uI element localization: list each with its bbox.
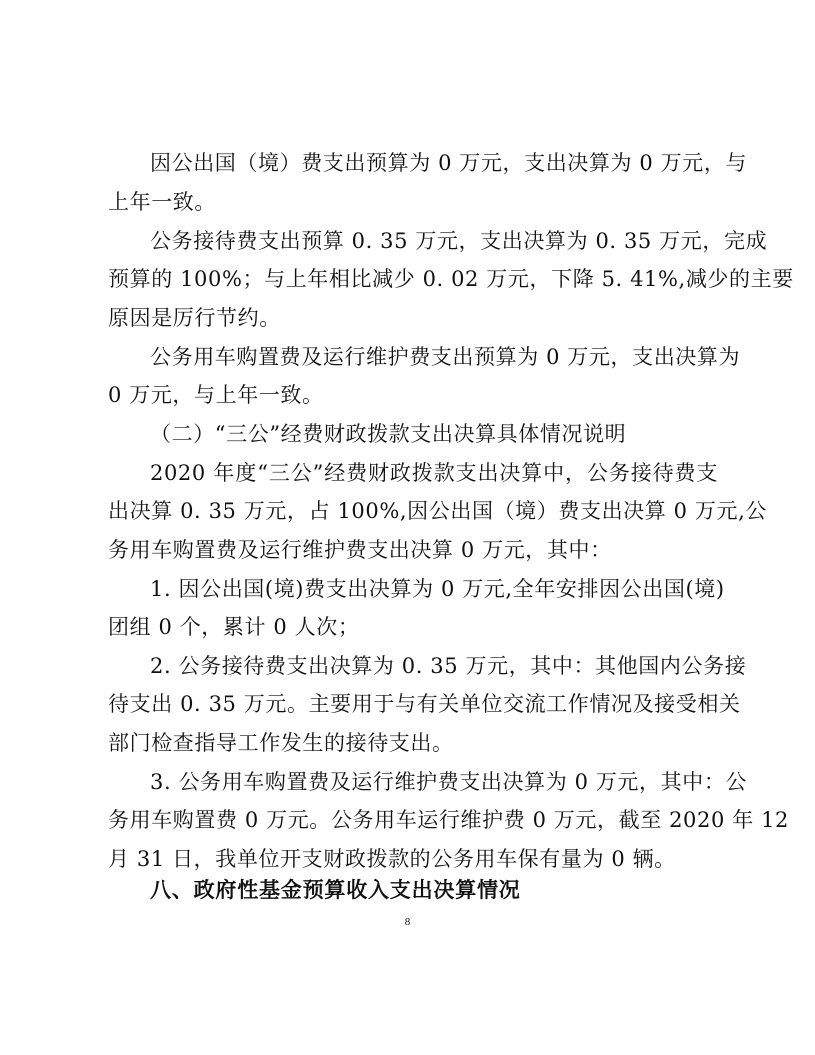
- p8-line-2: 务用车购置费 0 万元。公务用车运行维护费 0 万元，截至 2020 年 12: [108, 808, 790, 832]
- p7-line-1: 2. 公务接待费支出决算为 0. 35 万元，其中：其他国内公务接: [150, 654, 747, 678]
- p8-line-1: 3. 公务用车购置费及运行维护费支出决算为 0 万元，其中：公: [150, 770, 748, 794]
- p5-line-3: 务用车购置费及运行维护费支出决算 0 万元，其中：: [108, 538, 612, 562]
- p1-line-1: 因公出国（境）费支出预算为 0 万元，支出决算为 0 万元，与: [150, 151, 748, 175]
- section-heading: 八、政府性基金预算收入支出决算情况: [150, 878, 521, 902]
- subsection-heading: （二）“三公”经费财政拨款支出决算具体情况说明: [150, 422, 627, 446]
- p7-line-3: 部门检查指导工作发生的接待支出。: [108, 731, 454, 755]
- p3-line-2: 0 万元，与上年一致。: [108, 383, 324, 407]
- p6-line-1: 1. 因公出国(境)费支出决算为 0 万元,全年安排因公出国(境): [150, 577, 725, 601]
- p2-line-3: 原因是厉行节约。: [108, 306, 281, 330]
- page-number: 8: [404, 916, 411, 928]
- p6-line-2: 团组 0 个，累计 0 人次；: [108, 615, 360, 639]
- p2-line-1: 公务接待费支出预算 0. 35 万元，支出决算为 0. 35 万元，完成: [150, 229, 768, 253]
- p2-line-2: 预算的 100%；与上年相比减少 0. 02 万元，下降 5. 41%,减少的主要: [108, 267, 794, 291]
- p3-line-1: 公务用车购置费及运行维护费支出预算为 0 万元，支出决算为: [150, 345, 741, 369]
- p1-line-2: 上年一致。: [108, 190, 216, 214]
- p8-line-3: 月 31 日，我单位开支财政拨款的公务用车保有量为 0 辆。: [108, 847, 676, 871]
- p5-line-1: 2020 年度“三公”经费财政拨款支出决算中，公务接待费支: [150, 461, 718, 485]
- p7-line-2: 待支出 0. 35 万元。主要用于与有关单位交流工作情况及接受相关: [108, 692, 741, 716]
- p5-line-2: 出决算 0. 35 万元，占 100%,因公出国（境）费支出决算 0 万元,公: [108, 499, 767, 523]
